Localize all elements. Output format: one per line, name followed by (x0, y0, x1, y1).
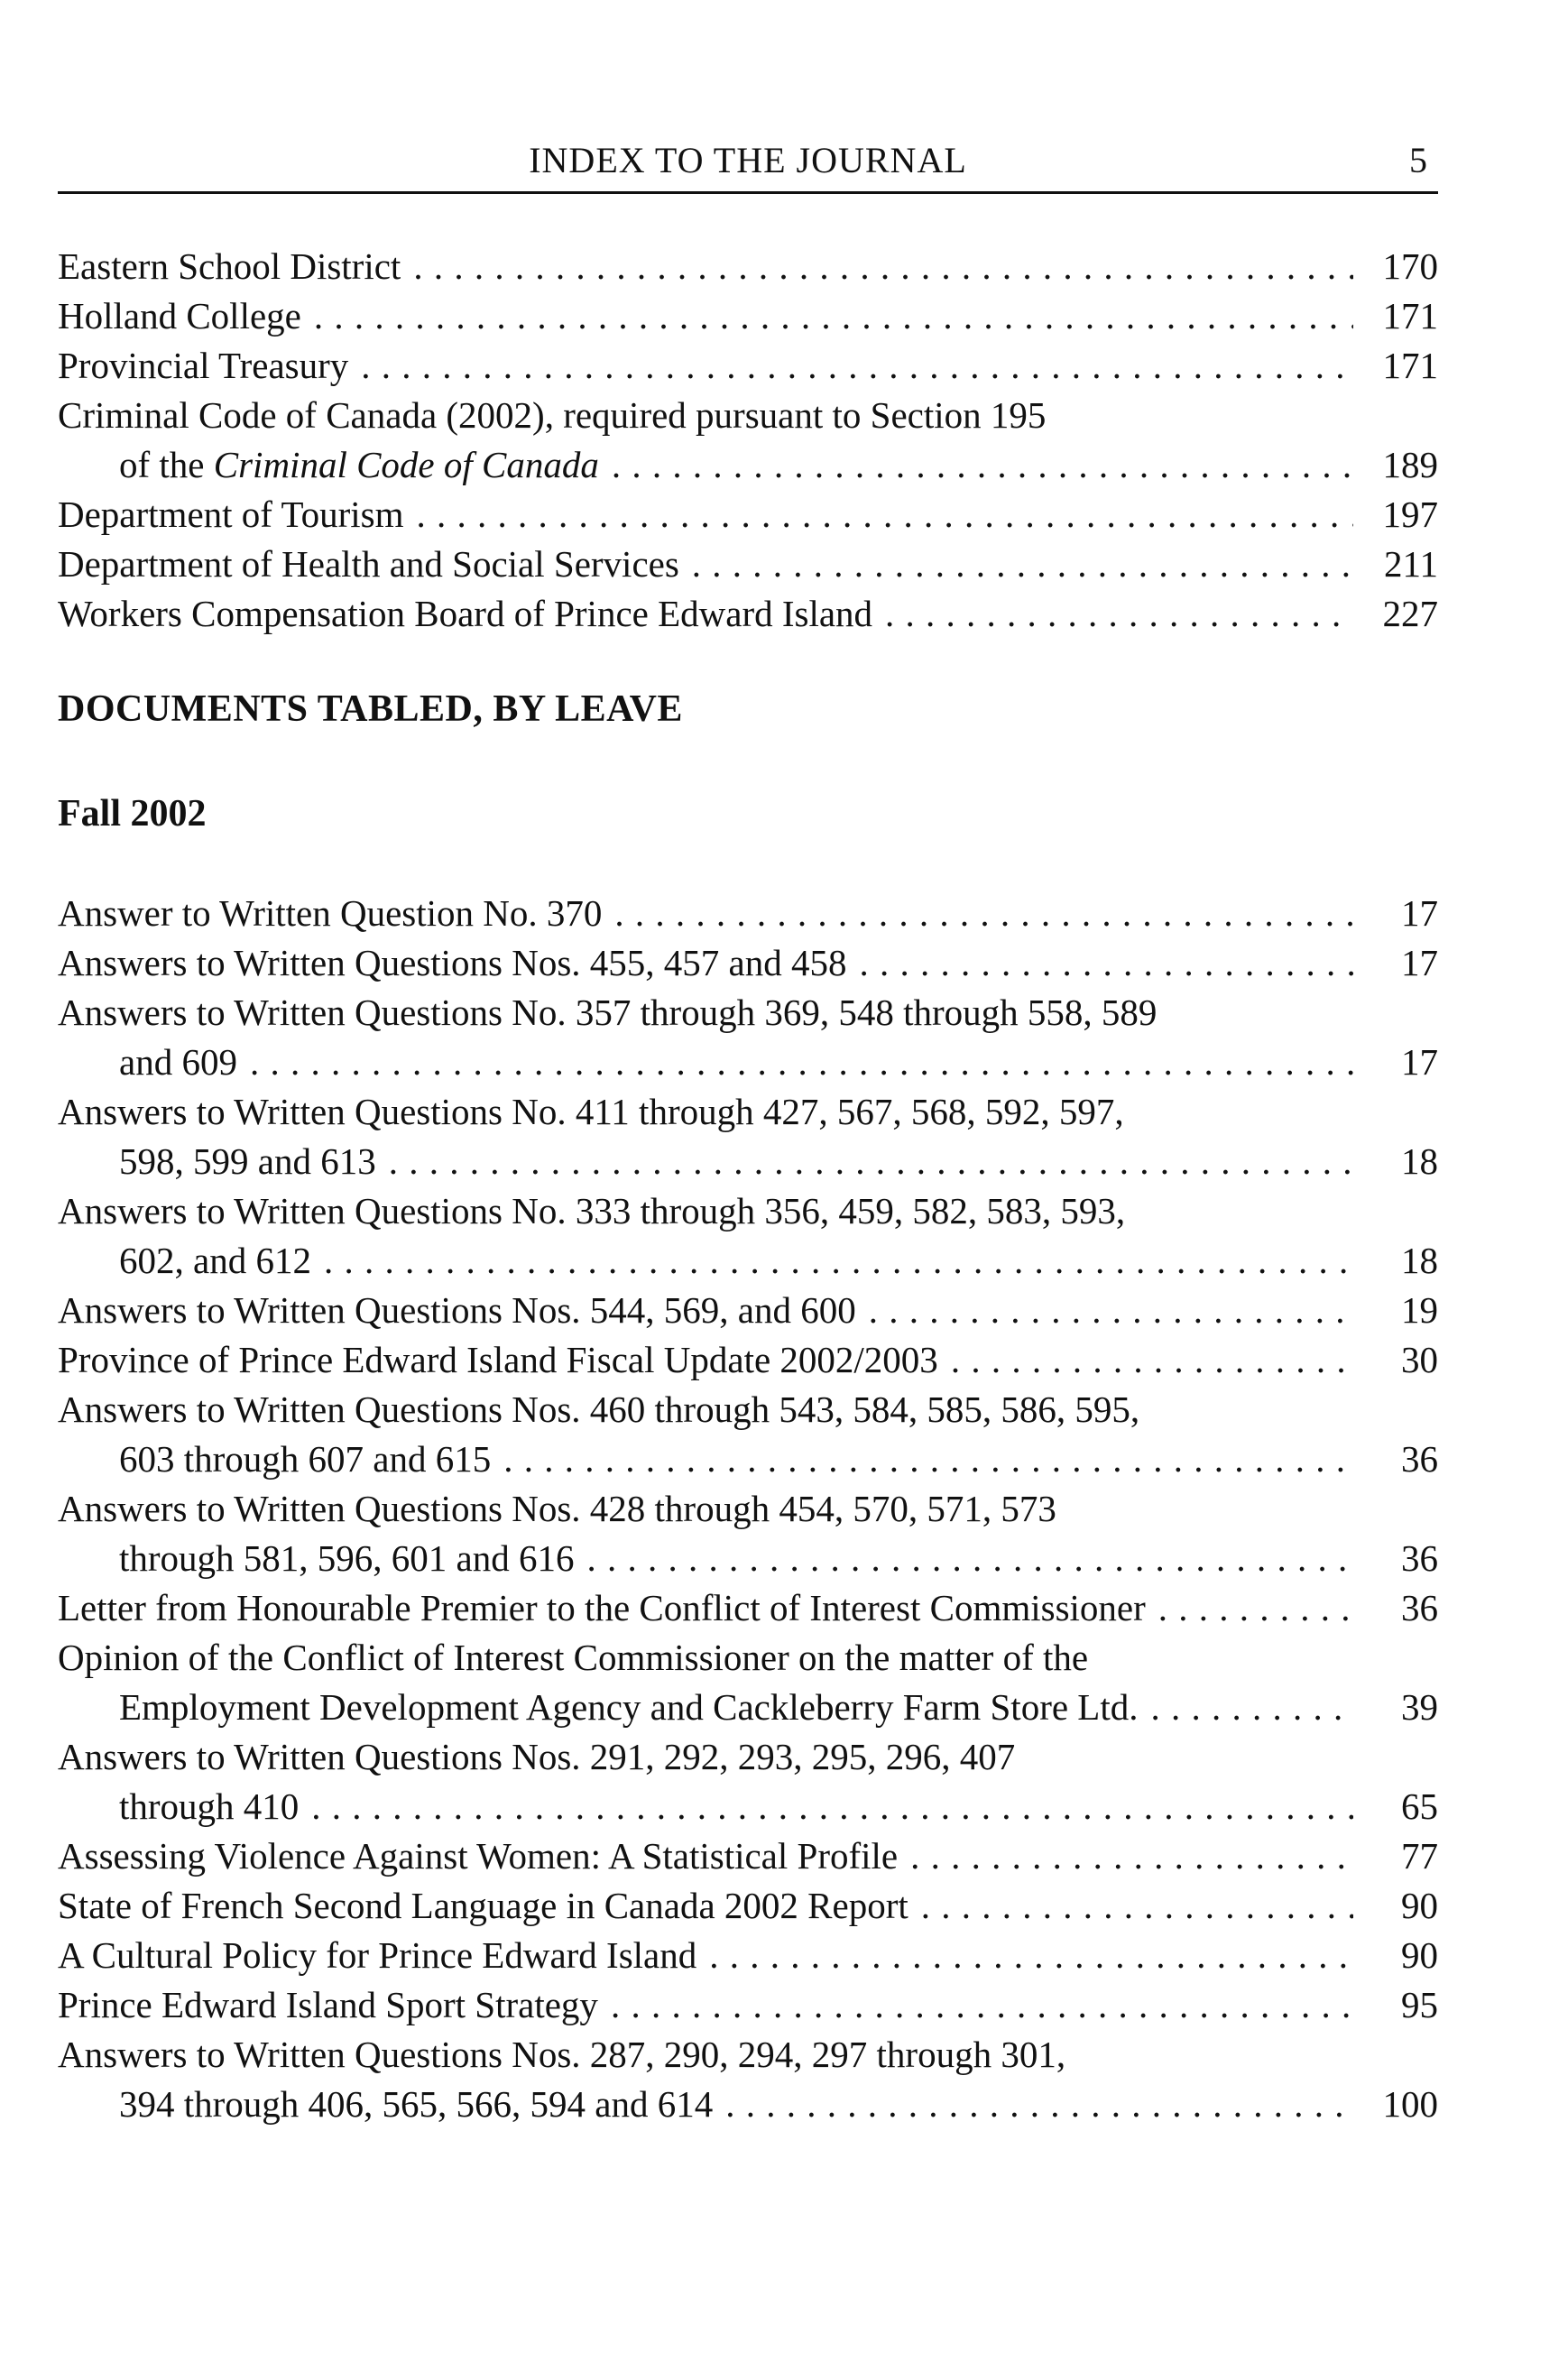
index-entry (58, 1633, 1438, 1732)
entry-text-line: 598, 599 and 613 (119, 1140, 376, 1182)
entry-row (58, 2080, 1438, 2129)
entry-row (58, 291, 1438, 341)
entry-text-line: Answers to Written Questions No. 357 through 369, 548 through 558, 589 (58, 992, 1158, 1033)
entry-row (58, 490, 1438, 540)
index-entry (58, 1931, 1438, 1980)
entry-page-number: 90 (1401, 1934, 1438, 1976)
entry-row (58, 1038, 1438, 1087)
dot-leader (885, 589, 1353, 639)
entry-page-number: 19 (1401, 1289, 1438, 1331)
running-header (58, 135, 1438, 194)
entry-text-line: Assessing Violence Against Women: A Statistical Profile (58, 1835, 899, 1877)
index-entry (58, 1732, 1438, 1831)
index-list-documents-tabled (58, 889, 1438, 2129)
entry-page-number: 17 (1401, 892, 1438, 934)
section-heading-documents-tabled: DOCUMENTS TABLED, BY LEAVE (58, 688, 683, 730)
entry-row (58, 1236, 1438, 1286)
entry-text-line: and 609 (119, 1041, 237, 1083)
index-entry (58, 1186, 1438, 1286)
dot-leader (311, 1782, 1353, 1831)
entry-page-number: 211 (1384, 543, 1438, 585)
entry-row (58, 1583, 1438, 1633)
index-entry (58, 988, 1438, 1087)
index-entry (58, 1335, 1438, 1385)
dot-leader (324, 1236, 1353, 1286)
dot-leader (413, 242, 1353, 291)
index-entry (58, 391, 1438, 490)
entry-text-line: Workers Compensation Board of Prince Edward Island (58, 593, 873, 634)
entry-page-number: 17 (1401, 1041, 1438, 1083)
running-title: INDEX TO THE JOURNAL (529, 140, 967, 180)
entry-text-line: 603 through 607 and 615 (119, 1438, 492, 1480)
entry-page-number: 39 (1401, 1686, 1438, 1728)
entry-page-number: 36 (1401, 1587, 1438, 1628)
entry-text-line: Answers to Written Questions Nos. 428 through 454, 570, 571, 573 (58, 1488, 1056, 1529)
entry-text-line: Opinion of the Conflict of Interest Commissioner on the matter of the (58, 1637, 1089, 1678)
entry-row (58, 1831, 1438, 1881)
entry-text-line: Answers to Written Questions No. 411 through 427, 567, 568, 592, 597, (58, 1091, 1124, 1132)
entry-page-number: 30 (1401, 1339, 1438, 1380)
index-entry (58, 490, 1438, 540)
entry-text-line: Eastern School District (58, 245, 401, 287)
entry-page-number: 171 (1382, 295, 1438, 337)
dot-leader (611, 1980, 1353, 2030)
entry-text-line: Answers to Written Questions Nos. 544, 569, and 600 (58, 1289, 856, 1331)
page-number: 5 (1409, 140, 1427, 180)
entry-text-line: Answers to Written Questions Nos. 460 through 543, 584, 585, 586, 595, (58, 1388, 1140, 1430)
entry-text-line: Letter from Honourable Premier to the Conflict of Interest Commissioner (58, 1587, 1146, 1628)
entry-text-line: Prince Edward Island Sport Strategy (58, 1984, 598, 2025)
entry-text-line: Holland College (58, 295, 301, 337)
entry-row (58, 1286, 1438, 1335)
dot-leader (361, 341, 1353, 391)
index-entry (58, 1286, 1438, 1335)
entry-text-line: of the Criminal Code of Canada (119, 444, 599, 485)
dot-leader (314, 291, 1353, 341)
index-entry (58, 589, 1438, 639)
entry-page-number: 189 (1382, 444, 1438, 485)
dot-leader (910, 1831, 1353, 1881)
index-entry (58, 1087, 1438, 1186)
entry-row (58, 589, 1438, 639)
entry-row (58, 440, 1438, 490)
entry-text-line: Answers to Written Questions No. 333 through 356, 459, 582, 583, 593, (58, 1190, 1126, 1232)
entry-text-line: Answer to Written Question No. 370 (58, 892, 603, 934)
dot-leader (725, 2080, 1353, 2129)
entry-row (58, 242, 1438, 291)
entry-row (58, 1980, 1438, 2030)
entry-text-line: 602, and 612 (119, 1240, 311, 1281)
entry-text-line: Criminal Code of Canada (2002), required pursuant to Section 195 (58, 394, 1047, 436)
index-entry (58, 1484, 1438, 1583)
index-list-reports (58, 242, 1438, 639)
entry-text-line: Answers to Written Questions Nos. 291, 292, 293, 295, 296, 407 (58, 1736, 1016, 1777)
dot-leader (859, 938, 1353, 988)
index-entry (58, 1385, 1438, 1484)
entry-page-number: 77 (1401, 1835, 1438, 1877)
dot-leader (869, 1286, 1353, 1335)
entry-page-number: 36 (1401, 1438, 1438, 1480)
entry-text-line: Department of Health and Social Services (58, 543, 679, 585)
entry-page-number: 95 (1401, 1984, 1438, 2025)
entry-text-line: Employment Development Agency and Cackleberry Farm Store Ltd. (119, 1686, 1139, 1728)
index-entry (58, 1583, 1438, 1633)
dot-leader (503, 1434, 1353, 1484)
entry-row (58, 1137, 1438, 1186)
index-entry (58, 291, 1438, 341)
entry-row (58, 889, 1438, 938)
index-entry (58, 1831, 1438, 1881)
dot-leader (250, 1038, 1353, 1087)
entry-row (58, 1881, 1438, 1931)
index-entry (58, 540, 1438, 589)
dot-leader (614, 889, 1353, 938)
entry-text-line: Department of Tourism (58, 494, 404, 535)
dot-leader (921, 1881, 1353, 1931)
dot-leader (1158, 1583, 1353, 1633)
index-entry (58, 1980, 1438, 2030)
entry-text-line: Province of Prince Edward Island Fiscal Update 2002/2003 (58, 1339, 938, 1380)
index-entry (58, 889, 1438, 938)
entry-page-number: 170 (1382, 245, 1438, 287)
entry-row (58, 540, 1438, 589)
index-entry (58, 242, 1438, 291)
dot-leader (417, 490, 1353, 540)
index-entry (58, 2030, 1438, 2129)
entry-text-line: Answers to Written Questions Nos. 455, 457 and 458 (58, 942, 847, 983)
entry-text-line: 394 through 406, 565, 566, 594 and 614 (119, 2083, 714, 2125)
entry-row (58, 341, 1438, 391)
subheading-fall-2002: Fall 2002 (58, 793, 207, 835)
index-entry (58, 938, 1438, 988)
dot-leader (692, 540, 1353, 589)
entry-text-line: Answers to Written Questions Nos. 287, 290, 294, 297 through 301, (58, 2034, 1066, 2075)
entry-row (58, 938, 1438, 988)
entry-page-number: 100 (1382, 2083, 1438, 2125)
entry-row (58, 1534, 1438, 1583)
entry-page-number: 227 (1382, 593, 1438, 634)
index-entry (58, 341, 1438, 391)
entry-page-number: 90 (1401, 1885, 1438, 1926)
entry-row (58, 1782, 1438, 1831)
entry-text-line: through 581, 596, 601 and 616 (119, 1537, 575, 1579)
dot-leader (1150, 1683, 1353, 1732)
entry-text-line: A Cultural Policy for Prince Edward Island (58, 1934, 697, 1976)
dot-leader (612, 440, 1353, 490)
entry-row (58, 1683, 1438, 1732)
entry-page-number: 18 (1401, 1140, 1438, 1182)
entry-page-number: 171 (1382, 345, 1438, 386)
entry-page-number: 18 (1401, 1240, 1438, 1281)
entry-page-number: 197 (1382, 494, 1438, 535)
dot-leader (709, 1931, 1353, 1980)
entry-page-number: 36 (1401, 1537, 1438, 1579)
dot-leader (951, 1335, 1353, 1385)
index-entry (58, 1881, 1438, 1931)
entry-text-line: through 410 (119, 1785, 300, 1827)
dot-leader (389, 1137, 1353, 1186)
entry-row (58, 1335, 1438, 1385)
entry-page-number: 17 (1401, 942, 1438, 983)
entry-text-line: Provincial Treasury (58, 345, 349, 386)
dot-leader (587, 1534, 1354, 1583)
entry-row (58, 1434, 1438, 1484)
entry-page-number: 65 (1401, 1785, 1438, 1827)
entry-text-line: State of French Second Language in Canada 2002 Report (58, 1885, 909, 1926)
entry-row (58, 1931, 1438, 1980)
